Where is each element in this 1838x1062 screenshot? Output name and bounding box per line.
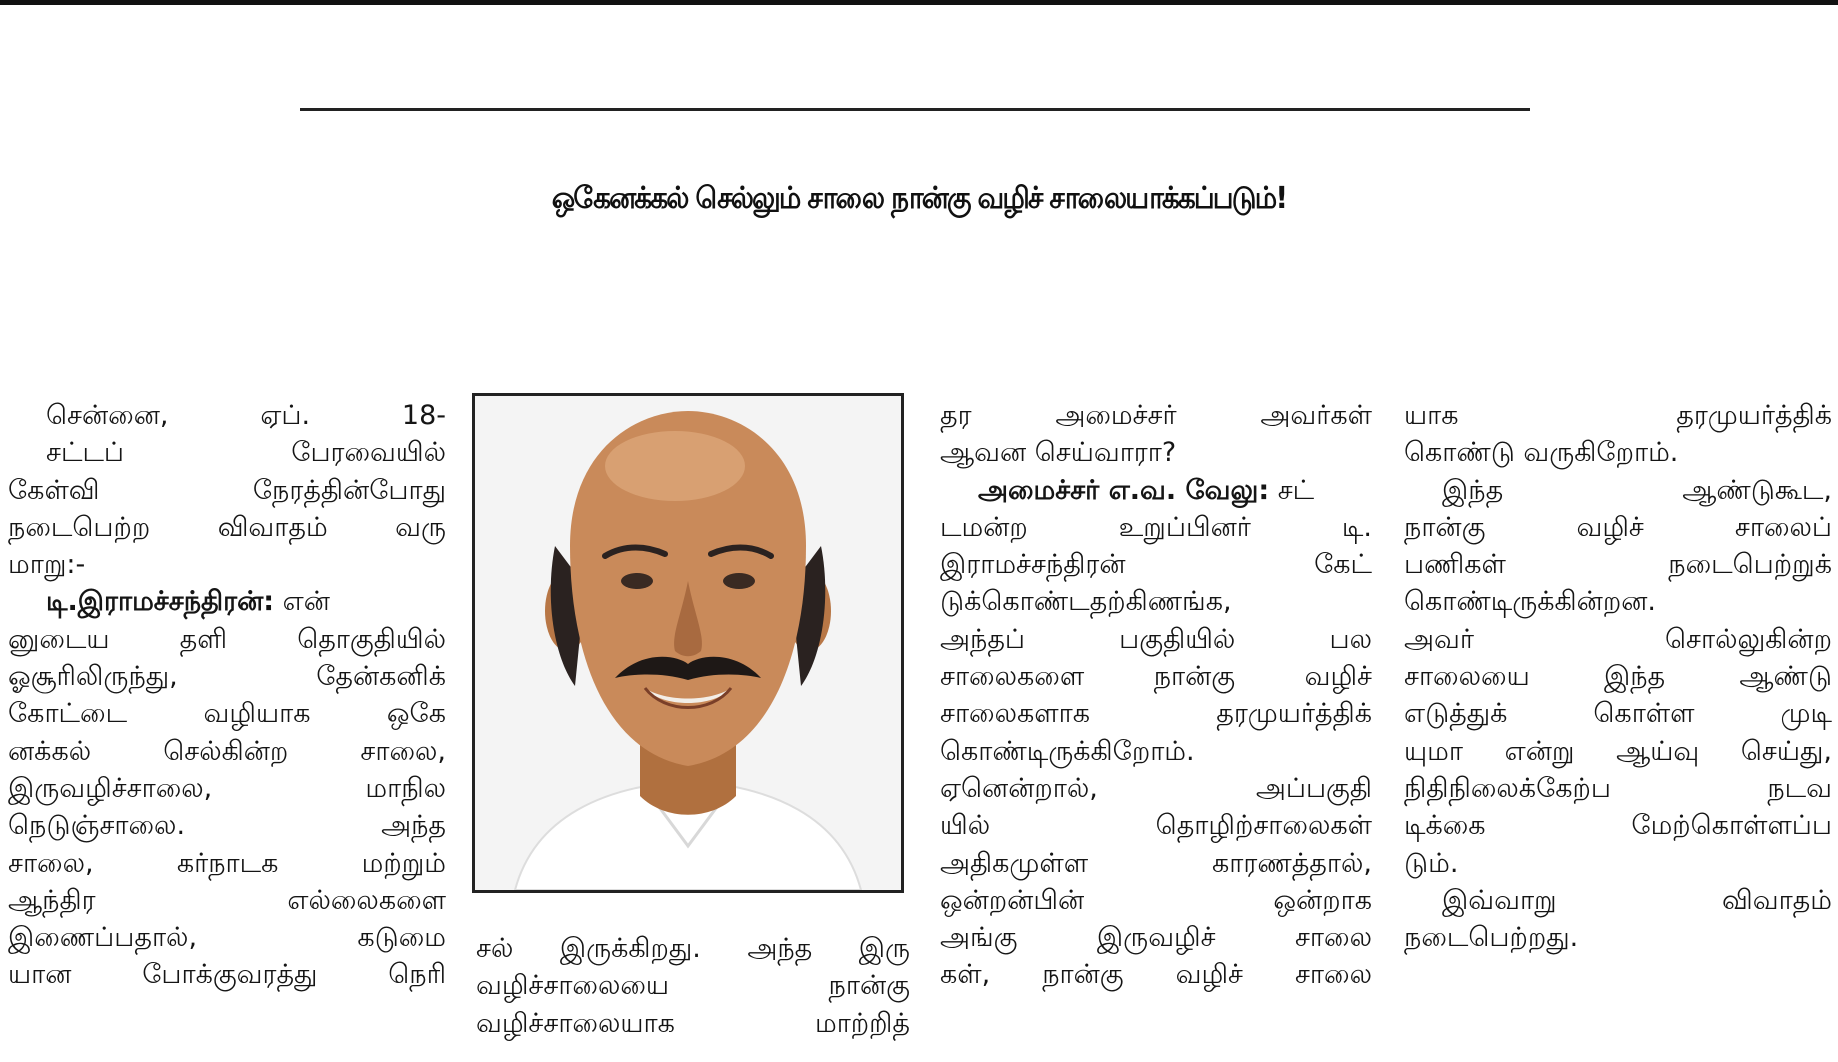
dateline: சென்னை, ஏப். 18- — [46, 400, 446, 431]
text-line: யுமா என்று ஆய்வு செய்து, — [1404, 735, 1832, 767]
article-column-2 — [476, 930, 910, 1042]
portrait-photo-icon — [475, 396, 901, 890]
text-line: டுக்கொண்டதற்கிணங்க, — [940, 586, 1232, 618]
text-line: அதிகமுள்ள காரணத்தால், — [940, 847, 1372, 879]
kicker-underline — [300, 108, 1530, 111]
text-line: கள், நான்கு வழிச் சாலை — [940, 959, 1372, 991]
text-line: நிதிநிலைக்கேற்ப நடவ — [1404, 772, 1832, 804]
article-column-1 — [8, 397, 446, 994]
sub-headline — [0, 296, 1838, 376]
text-line: சாலைகளை நான்கு வழிச் — [940, 661, 1372, 693]
text-line: சாலையை இந்த ஆண்டு — [1404, 661, 1832, 693]
text-line: சட்டப் பேரவையில் — [46, 437, 446, 469]
main-headline: ஒகேனக்கல் செல்லும் சாலை நான்கு வழிச் சாலையாக்கப்படும்! — [551, 181, 1287, 216]
text-line: நடைபெற்ற விவாதம் வரு — [8, 511, 446, 543]
text-line: ஆவன செய்வாரா? — [940, 437, 1177, 469]
top-rule — [0, 0, 1838, 5]
text-line: டும். — [1404, 847, 1459, 879]
text-line: நெடுஞ்சாலை. அந்த — [8, 810, 446, 842]
speaker-line — [940, 472, 1372, 509]
text-line: யாக தரமுயர்த்திக் — [1404, 400, 1832, 431]
text-line: ஒன்றன்பின் ஒன்றாக — [940, 884, 1372, 916]
text-line: இணைப்பதால், கடுமை — [8, 922, 446, 954]
minister-photo — [472, 393, 904, 893]
speaker-name: அமைச்சர் எ.வ. வேலு: — [978, 474, 1270, 506]
text-line: கொண்டிருக்கின்றன. — [1404, 586, 1656, 618]
text-line: மாறு:- — [8, 549, 86, 581]
text-line: கோட்டை வழியாக ஒகே — [8, 698, 446, 730]
text-line: னக்கல் செல்கின்ற சாலை, — [8, 735, 446, 767]
text-fragment: சட் — [1269, 474, 1315, 506]
article-column-4 — [1404, 397, 1832, 956]
text-line: பணிகள் நடைபெற்றுக் — [1404, 549, 1832, 581]
text-line: டமன்ற உறுப்பினர் டி. — [940, 511, 1372, 543]
text-line: அங்கு இருவழிச் சாலை — [940, 922, 1372, 954]
text-fragment: என் — [274, 586, 330, 618]
text-line: அந்தப் பகுதியில் பல — [940, 623, 1372, 655]
text-line: யான போக்குவரத்து நெரி — [8, 959, 446, 991]
text-line: இருவழிச்சாலை, மாநில — [8, 772, 446, 804]
text-line: டிக்கை மேற்கொள்ளப்ப — [1404, 810, 1832, 842]
text-line: தர அமைச்சர் அவர்கள் — [940, 400, 1372, 431]
text-line: எடுத்துக் கொள்ள முடி — [1404, 698, 1832, 730]
speaker-line — [8, 583, 446, 620]
article-column-3 — [940, 397, 1372, 994]
kicker-headline — [0, 22, 1838, 102]
text-line: சாலை, கர்நாடக மற்றும் — [8, 847, 446, 879]
speaker-name: டி.இராமச்சந்திரன்: — [46, 586, 275, 618]
text-line: வழிச்சாலையாக மாற்றித் — [476, 1007, 910, 1039]
text-line: அவர் சொல்லுகின்ற — [1404, 623, 1832, 655]
text-line: சாலைகளாக தரமுயர்த்திக் — [940, 698, 1372, 730]
text-line: இராமச்சந்திரன் கேட் — [940, 549, 1372, 581]
text-line: நான்கு வழிச் சாலைப் — [1404, 511, 1832, 543]
text-line: சல் இருக்கிறது. அந்த இரு — [476, 933, 910, 964]
text-line: ஆந்திர எல்லைகளை — [8, 884, 446, 916]
text-line: கொண்டு வருகிறோம். — [1404, 437, 1679, 469]
text-line: இவ்வாறு விவாதம் — [1442, 884, 1832, 916]
text-line: இந்த ஆண்டுகூட, — [1442, 474, 1832, 506]
text-line: னுடைய தளி தொகுதியில் — [8, 623, 446, 655]
text-line: கொண்டிருக்கிறோம். — [940, 735, 1195, 767]
text-line: வழிச்சாலையை நான்கு — [476, 970, 910, 1002]
text-line: கேள்வி நேரத்தின்போது — [8, 474, 446, 506]
text-line: நடைபெற்றது. — [1404, 922, 1579, 954]
text-line: யில் தொழிற்சாலைகள் — [940, 810, 1372, 842]
text-line: ஏனென்றால், அப்பகுதி — [940, 772, 1372, 804]
text-line: ஓசூரிலிருந்து, தேன்கனிக் — [8, 661, 446, 693]
